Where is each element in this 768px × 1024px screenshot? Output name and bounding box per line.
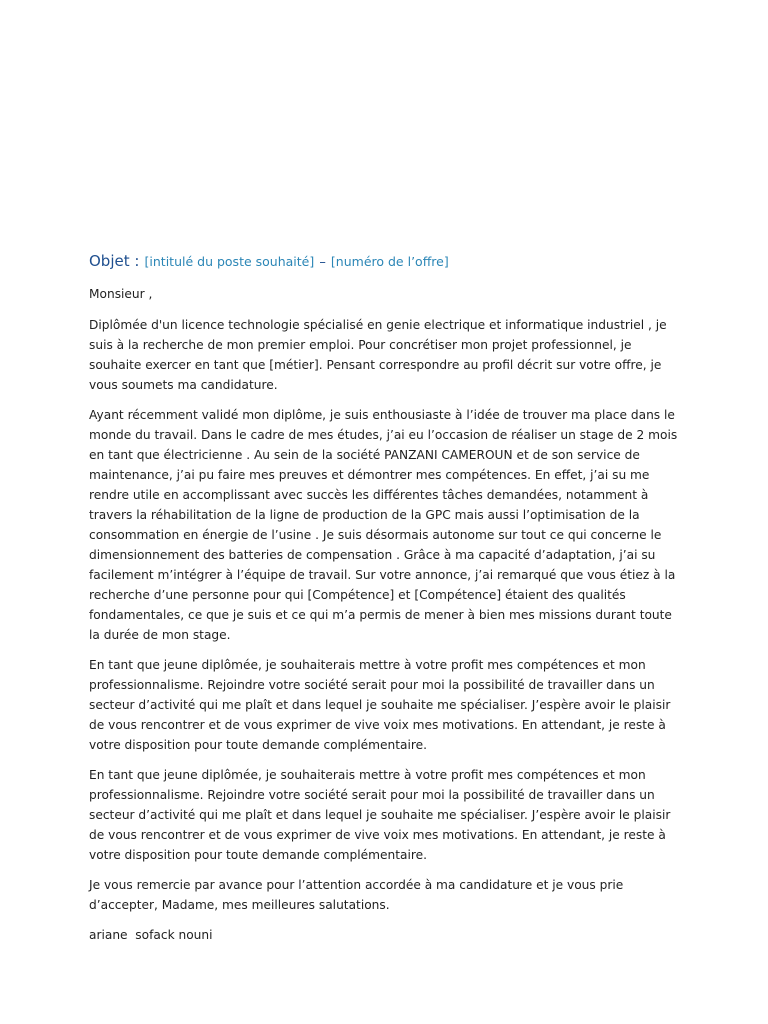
subject-line <box>89 250 685 274</box>
subject-separator: – <box>319 255 326 270</box>
subject-offer-field: [numéro de l’offre] <box>330 254 449 269</box>
paragraph-motivation: En tant que jeune diplômée, je souhaiterais mettre à votre profit mes compétences et mon professionnalisme. Rejoindre votre société serait pour moi la possibilité de travailler dans un secteur d’activité qui me plaît et dans lequel je souhaite me spécialiser. J’espère avoir le plaisir de vous rencontrer et de vous exprimer de vive voix mes motivations. En attendant, je reste à votre disposition pour toute demande complémentaire. <box>89 658 671 752</box>
greeting: Monsieur , <box>89 287 153 301</box>
paragraph-closing: Je vous remercie par avance pour l’attention accordée à ma candidature et je vous prie d’accepter, Madame, mes meilleures salutations. <box>89 878 624 912</box>
cover-letter <box>89 250 685 945</box>
subject-label: Objet : <box>89 252 140 270</box>
paragraph-experience: Ayant récemment validé mon diplôme, je suis enthousiaste à l’idée de trouver ma place dans le monde du travail. Dans le cadre de mes études, j’ai eu l’occasion de réaliser un stage de 2 mois en tant que électricienne . Au sein de la société PANZANI CAMEROUN et de son service de maintenance, j’ai pu faire mes preuves et démontrer mes compétences. En effet, j’ai su me rendre utile en accomplissant avec succès les différentes tâches demandées, notamment à travers la réhabilitation de la ligne de production de la GPC mais aussi l’optimisation de la consommation en énergie de l’usine . Je suis désormais autonome sur tout ce qui concerne le dimensionnement des batteries de compensation . Grâce à ma capacité d’adaptation, j’ai su facilement m’intégrer à l’équipe de travail. Sur votre annonce, j’ai remarqué que vous étiez à la recherche d’une personne pour qui [Compétence] et [Compétence] étaient des qualités fondamentales, ce que je suis et ce qui m’a permis de mener à bien mes missions durant toute la durée de mon stage. <box>89 408 678 642</box>
signature: ariane sofack nouni <box>89 928 213 942</box>
paragraph-motivation-repeat: En tant que jeune diplômée, je souhaiterais mettre à votre profit mes compétences et mon professionnalisme. Rejoindre votre société serait pour moi la possibilité de travailler dans un secteur d’activité qui me plaît et dans lequel je souhaite me spécialiser. J’espère avoir le plaisir de vous rencontrer et de vous exprimer de vive voix mes motivations. En attendant, je reste à votre disposition pour toute demande complémentaire. <box>89 768 671 862</box>
subject-position-field: [intitulé du poste souhaité] <box>144 254 315 269</box>
paragraph-introduction: Diplômée d'un licence technologie spécialisé en genie electrique et informatique industriel , je suis à la recherche de mon premier emploi. Pour concrétiser mon projet professionnel, je souhaite exercer en tant que [métier]. Pensant correspondre au profil décrit sur votre offre, je vous soumets ma candidature. <box>89 318 667 392</box>
